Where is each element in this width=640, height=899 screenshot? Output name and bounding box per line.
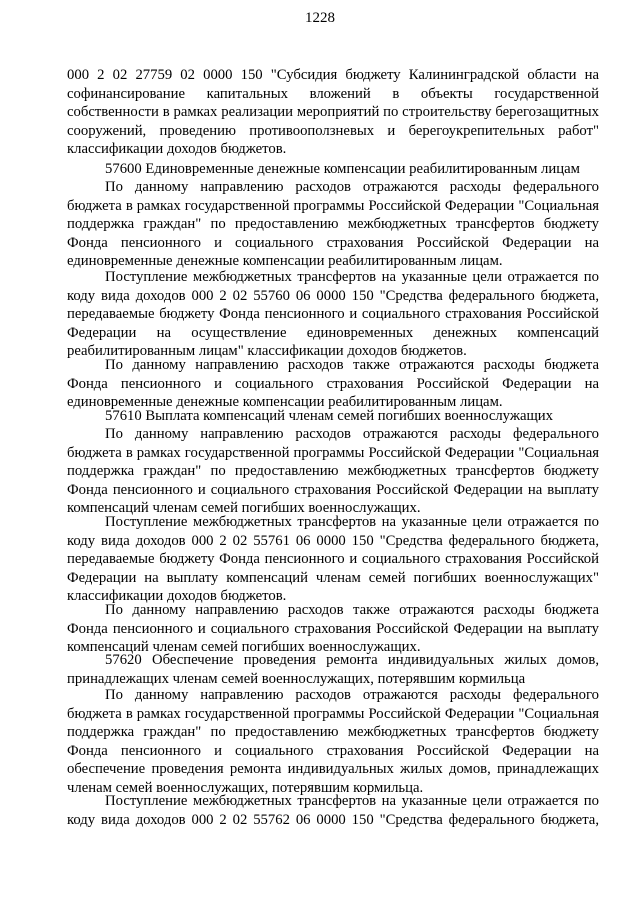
paragraph-57610-expenses: По данному направлению расходов отражаются расходы федерального бюджета в рамках государственной программы Российской Федерации "Социальная поддержка граждан" по предоставлению межбюджетных трансфертов бюджету Фонда пенсионного и социального страхования Российской Федерации на выплату компенсаций членам семей погибших военнослужащих.: [67, 426, 599, 517]
section-heading-57610: 57610 Выплата компенсаций членам семей погибших военнослужащих: [105, 408, 554, 424]
paragraph-57600-income: Поступление межбюджетных трансфертов на указанные цели отражается по коду вида доходов 000 2 02 55760 06 0000 150 "Средства федерального бюджета, передаваемые бюджету Фонда пенсионного и социального страхования Российской Федерации на осуществление единовременных денежных компенсаций реабилитированным лицам" классификации доходов бюджетов.: [67, 269, 599, 360]
paragraph-57600-expenses: По данному направлению расходов отражаются расходы федерального бюджета в рамках государственной программы Российской Федерации "Социальная поддержка граждан" по предоставлению межбюджетных трансфертов бюджету Фонда пенсионного и социального страхования Российской Федерации на единовременные денежные компенсации реабилитированным лицам.: [67, 179, 599, 270]
section-heading-57600: 57600 Единовременные денежные компенсации реабилитированным лицам: [105, 161, 580, 177]
paragraph-57620-income: Поступление межбюджетных трансфертов на указанные цели отражается по коду вида доходов 000 2 02 55762 06 0000 150 "Средства федерального бюджета,: [67, 793, 599, 828]
paragraph-income-code-27759: 000 2 02 27759 02 0000 150 "Субсидия бюджету Калининградской области на софинансирование капитальных вложений в объекты государственной собственности в рамках реализации мероприятий по строительству берегозащитных сооружений, проведению противооползневых и берегоукрепительных работ" классификации доходов бюджетов.: [67, 67, 599, 158]
paragraph-57600-fund-expenses: По данному направлению расходов также отражаются расходы бюджета Фонда пенсионного и социального страхования Российской Федерации на единовременные денежные компенсации реабилитированным лицам.: [67, 357, 599, 411]
paragraph-57610-income: Поступление межбюджетных трансфертов на указанные цели отражается по коду вида доходов 000 2 02 55761 06 0000 150 "Средства федерального бюджета, передаваемые бюджету Фонда пенсионного и социального страхования Российской Федерации на выплату компенсаций членам семей погибших военнослужащих" классификации доходов бюджетов.: [67, 514, 599, 605]
paragraph-57610-fund-expenses: По данному направлению расходов также отражаются расходы бюджета Фонда пенсионного и социального страхования Российской Федерации на выплату компенсаций членам семей погибших военнослужащих.: [67, 602, 599, 656]
page-number: 1228: [305, 10, 335, 26]
paragraph-57620-expenses: По данному направлению расходов отражаются расходы федерального бюджета в рамках государственной программы Российской Федерации "Социальная поддержка граждан" по предоставлению межбюджетных трансфертов бюджету Фонда пенсионного и социального страхования Российской Федерации на обеспечение проведения ремонта индивидуальных жилых домов, принадлежащих членам семей военнослужащих, потерявшим кормильца.: [67, 687, 599, 796]
section-heading-57620: 57620 Обеспечение проведения ремонта индивидуальных жилых домов, принадлежащих членам семей военнослужащих, потерявшим кормильца: [67, 652, 599, 687]
